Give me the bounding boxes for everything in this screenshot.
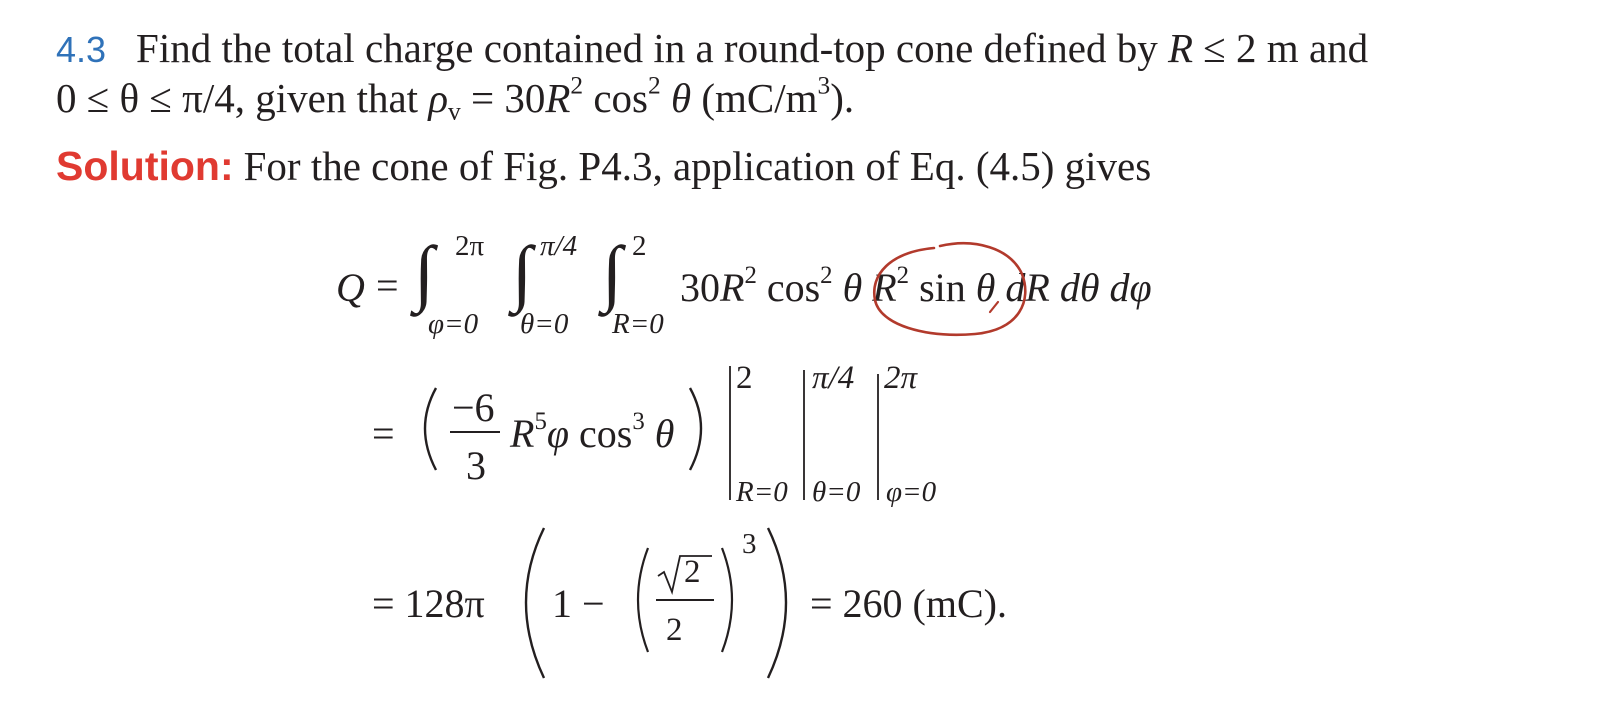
eq3-power: 3 <box>742 528 757 560</box>
lower-R: R=0 <box>612 308 664 340</box>
rho-eq: = 30 <box>470 75 546 121</box>
eq2-right-paren <box>690 388 701 470</box>
cos-3: 3 <box>632 408 645 436</box>
eval-upper-theta: π/4 <box>812 360 855 396</box>
rho-symbol: ρ <box>428 75 448 121</box>
eval-lower-R: R=0 <box>736 476 788 508</box>
solution-text: For the cone of Fig. P4.3, application of Eq. (4.5) gives <box>243 143 1152 189</box>
annotation-circle <box>874 243 1025 334</box>
eq2-left-paren <box>425 388 436 470</box>
sqrt-radical <box>658 556 712 592</box>
eq3-outer-left-paren <box>526 528 544 678</box>
eq2-num: −6 <box>452 385 495 430</box>
theta: θ <box>842 265 863 310</box>
eval-upper-R: 2 <box>736 360 753 396</box>
units-close: ). <box>830 75 855 121</box>
rho-R-sq: 2 <box>570 71 584 100</box>
eq3-inner-left-paren <box>638 548 648 652</box>
cond-theta: 0 ≤ θ ≤ π/4, <box>56 75 245 121</box>
eq2-den: 3 <box>466 443 486 488</box>
R: R <box>720 265 745 310</box>
units: (mC/m <box>701 75 818 121</box>
upper-R: 2 <box>632 230 647 262</box>
upper-theta: π/4 <box>540 230 578 262</box>
given-text: given that <box>255 75 419 121</box>
cos: cos <box>578 411 633 456</box>
eq3-one-minus: 1 − <box>552 581 605 626</box>
eq3-outer-right-paren <box>768 528 786 678</box>
problem-text: Find the total charge contained in a round-top cone defined by <box>136 25 1158 71</box>
cos-sq: 2 <box>820 262 833 290</box>
lower-phi: φ=0 <box>428 308 479 340</box>
solution-label: Solution: <box>56 143 234 189</box>
integral-R: ∫ <box>602 232 623 314</box>
integral-theta: ∫ <box>512 232 533 314</box>
upper-phi: 2π <box>455 230 485 262</box>
eq3-result: = 260 (mC). <box>810 581 1007 626</box>
cos: cos <box>766 265 821 310</box>
lower-theta: θ=0 <box>520 308 569 340</box>
dtheta: dθ <box>1059 265 1100 310</box>
rho-sub: v <box>448 97 461 126</box>
rho-theta: θ <box>670 75 692 121</box>
dR: dR <box>1005 265 1050 310</box>
eq3-sqrt-arg: 2 <box>684 554 701 590</box>
R-5: 5 <box>534 408 547 436</box>
rho-cos: cos <box>593 75 648 121</box>
cond-R: R <box>1167 25 1194 71</box>
R: R <box>510 411 535 456</box>
rho-cos-sq: 2 <box>647 71 661 100</box>
problem-number: 4.3 <box>56 29 107 70</box>
eq2-equals: = <box>372 411 395 456</box>
R2: R <box>872 265 897 310</box>
and-word: and <box>1308 25 1369 71</box>
sin: sin <box>919 265 966 310</box>
coef: 30 <box>680 265 720 310</box>
integral-phi: ∫ <box>414 232 435 314</box>
eq1-lhs: Q <box>336 265 365 310</box>
dphi: dφ <box>1109 265 1152 310</box>
units-cube: 3 <box>817 71 831 100</box>
cond-le: ≤ <box>1203 25 1226 71</box>
phi: φ <box>546 411 569 456</box>
sin-theta: θ <box>975 265 996 310</box>
eval-upper-phi: 2π <box>884 360 918 396</box>
eq3-coef: = 128π <box>372 581 485 626</box>
eq3-den: 2 <box>666 612 683 648</box>
annotation-strike <box>990 302 998 312</box>
theta: θ <box>654 411 675 456</box>
eval-lower-theta: θ=0 <box>812 476 861 508</box>
R-sq: 2 <box>744 262 757 290</box>
rho-R: R <box>545 75 571 121</box>
eq3-inner-right-paren <box>722 548 732 652</box>
cond-2m: 2 m <box>1236 25 1299 71</box>
R2-sq: 2 <box>896 262 910 290</box>
eq1-equals: = <box>376 263 399 308</box>
eval-lower-phi: φ=0 <box>886 476 937 508</box>
